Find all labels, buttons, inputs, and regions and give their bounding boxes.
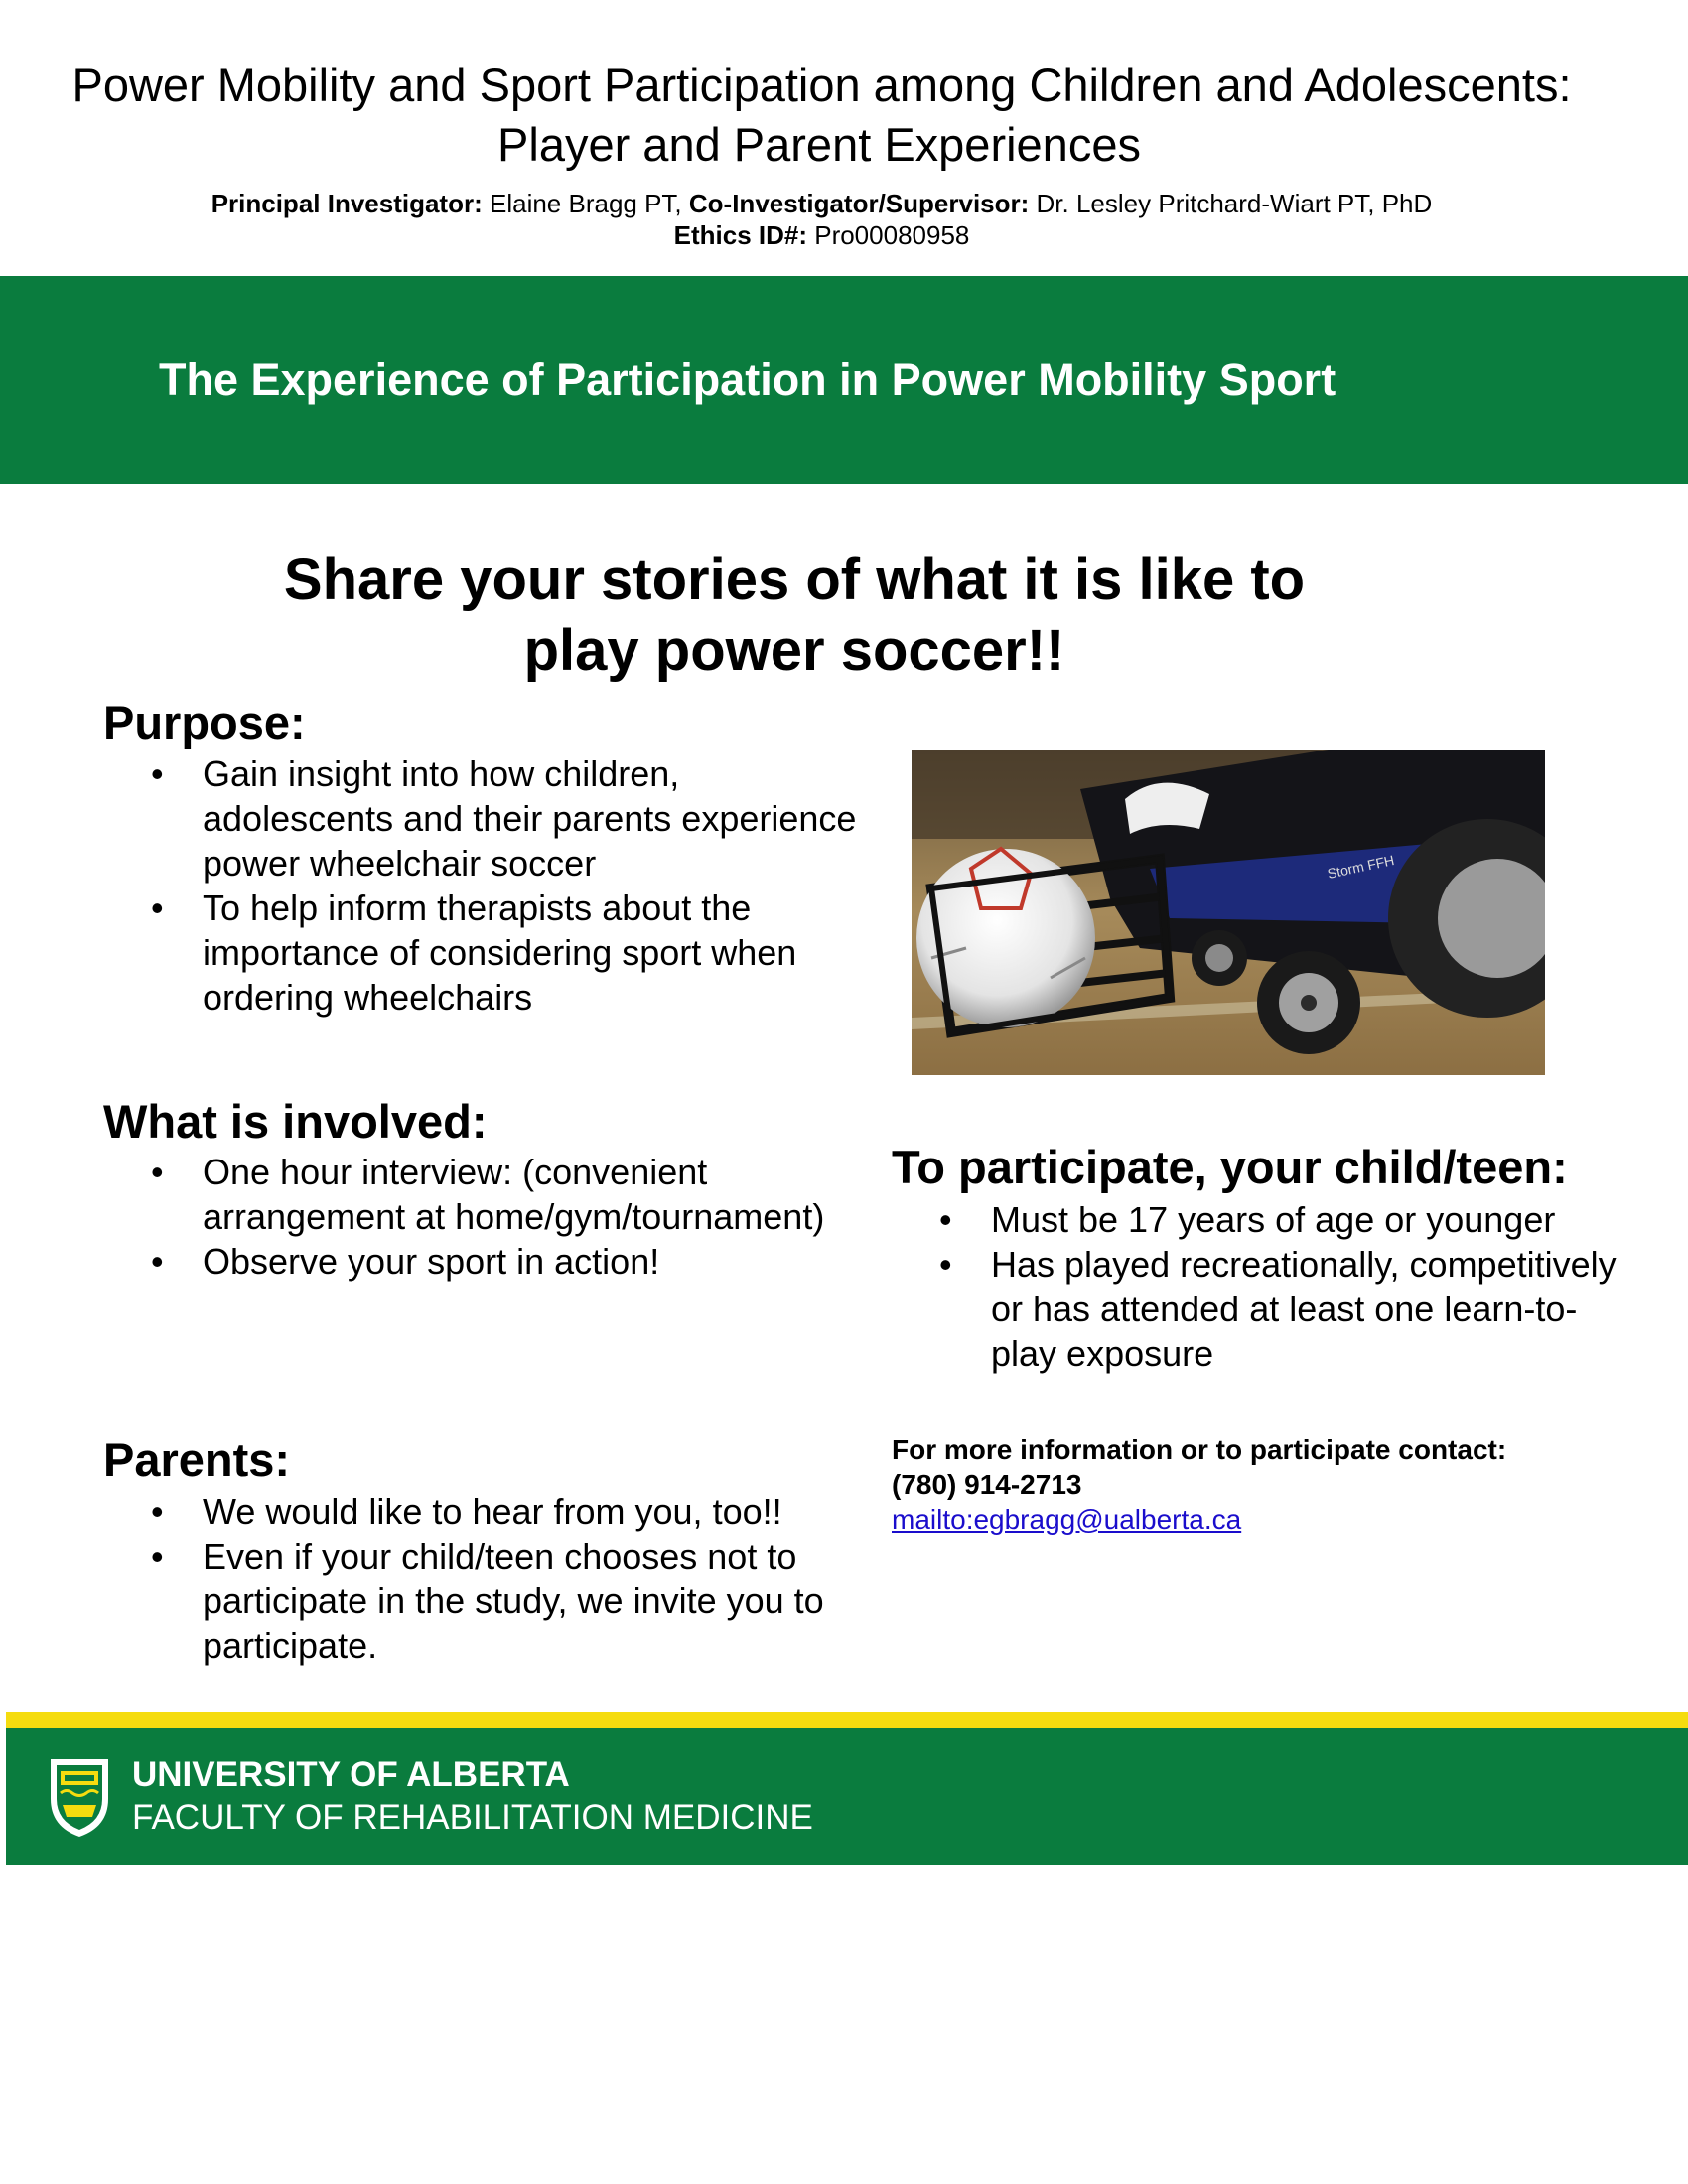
contact-phone: (780) 914-2713	[892, 1469, 1082, 1500]
involved-heading: What is involved:	[103, 1095, 488, 1148]
bullet-icon: •	[151, 1241, 164, 1282]
footer-yellow-strip	[6, 1712, 1688, 1728]
list-item	[151, 1239, 838, 1284]
contact-email-link[interactable]: mailto:egbragg@ualberta.ca	[892, 1504, 1242, 1535]
investigators-line	[0, 187, 1643, 220]
pi-label: Principal Investigator:	[211, 189, 483, 218]
list-item-text: We would like to hear from you, too!!	[203, 1491, 782, 1532]
list-item	[151, 886, 858, 1020]
list-item	[151, 751, 858, 886]
university-crest-icon	[47, 1755, 112, 1839]
co-investigator-name: Dr. Lesley Pritchard-Wiart PT, PhD	[1029, 189, 1433, 218]
list-item	[939, 1242, 1626, 1376]
photo-illustration	[912, 750, 1545, 1075]
list-item	[151, 1534, 858, 1668]
bullet-icon: •	[151, 887, 164, 928]
purpose-list	[151, 751, 858, 1020]
faculty-name: FACULTY OF REHABILITATION MEDICINE	[132, 1798, 813, 1837]
ethics-value: Pro00080958	[807, 220, 970, 250]
title-line-1: Power Mobility and Sport Participation among Children and Adolescents:	[71, 59, 1572, 111]
list-item-text: Observe your sport in action!	[203, 1241, 660, 1282]
purpose-heading: Purpose:	[103, 696, 306, 749]
list-item	[939, 1197, 1626, 1242]
list-item-text: Must be 17 years of age or younger	[991, 1199, 1556, 1240]
involved-list	[151, 1150, 838, 1284]
headline-line-2: play power soccer!!	[523, 618, 1065, 683]
bullet-icon: •	[939, 1199, 952, 1240]
pi-name: Elaine Bragg PT,	[482, 189, 689, 218]
headline-line-1: Share your stories of what it is like to	[283, 547, 1306, 612]
bullet-icon: •	[151, 1491, 164, 1532]
list-item-text: One hour interview: (convenient arrangement at home/gym/tournament)	[203, 1152, 825, 1237]
co-investigator-label: Co-Investigator/Supervisor:	[688, 189, 1030, 218]
power-wheelchair-soccer-photo	[912, 750, 1545, 1075]
requirements-list	[939, 1197, 1626, 1376]
bullet-icon: •	[151, 1152, 164, 1192]
list-item-text: Has played recreationally, competitively or has attended at least one learn-to-play exposure	[991, 1244, 1617, 1374]
bullet-icon: •	[939, 1244, 952, 1285]
list-item	[151, 1150, 838, 1239]
list-item-text: Gain insight into how children, adolescents and their parents experience power wheelchair soccer	[203, 753, 857, 884]
parents-list	[151, 1489, 858, 1668]
ethics-label: Ethics ID#:	[673, 220, 807, 250]
bullet-icon: •	[151, 753, 164, 794]
contact-heading: For more information or to participate contact:	[892, 1434, 1507, 1465]
ethics-line	[0, 218, 1643, 252]
bullet-icon: •	[151, 1536, 164, 1576]
list-item	[151, 1489, 858, 1534]
list-item-text: To help inform therapists about the importance of considering sport when ordering wheelchairs	[203, 887, 797, 1018]
parents-heading: Parents:	[103, 1433, 291, 1486]
requirements-heading: To participate, your child/teen:	[892, 1141, 1568, 1193]
banner-title: The Experience of Participation in Power Mobility Sport	[159, 354, 1336, 405]
bumper-label: Storm FFH	[1326, 852, 1396, 882]
list-item-text: Even if your child/teen chooses not to participate in the study, we invite you to participate.	[203, 1536, 824, 1666]
university-name: UNIVERSITY OF ALBERTA	[132, 1755, 570, 1794]
title-line-2: Player and Parent Experiences	[497, 118, 1141, 171]
